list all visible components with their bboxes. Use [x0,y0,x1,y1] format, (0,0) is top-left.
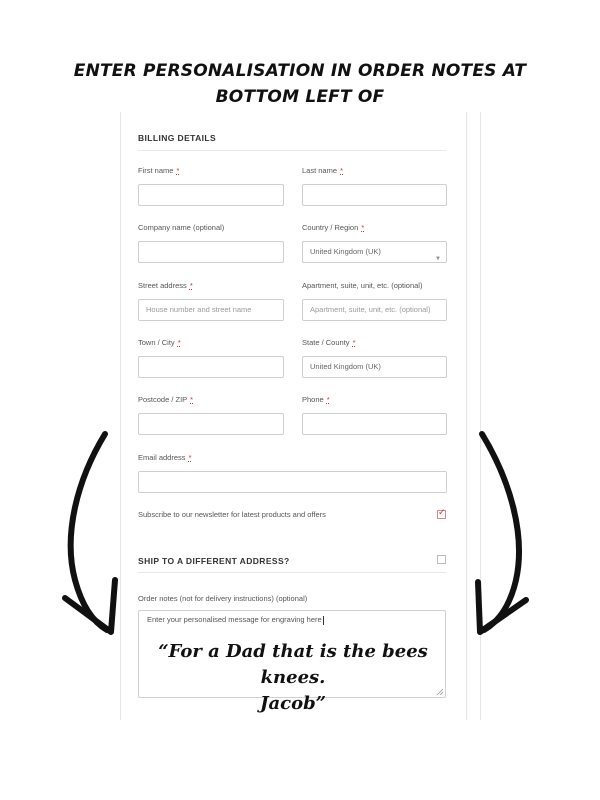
apartment-input[interactable]: Apartment, suite, unit, etc. (optional) [302,299,447,321]
required-mark: * [361,223,365,232]
required-mark: * [189,281,193,290]
last-name-label: Last name * [302,166,344,175]
first-name-label: First name * [138,166,180,175]
phone-label: Phone * [302,395,330,404]
resize-handle-icon[interactable] [436,688,443,695]
newsletter-label: Subscribe to our newsletter for latest products and offers [138,510,326,519]
curved-arrow-down-right-icon [55,430,130,640]
town-city-label: Town / City * [138,338,181,347]
company-name-label: Company name (optional) [138,223,225,232]
required-mark: * [188,453,192,462]
text-cursor [323,616,324,625]
required-mark: * [177,338,181,347]
caret-down-icon: ▼ [435,256,441,262]
billing-divider [138,150,446,151]
order-notes-label: Order notes (not for delivery instructions) (optional) [138,594,308,603]
email-label: Email address * [138,453,192,462]
country-label: Country / Region * [302,223,365,232]
required-mark: * [326,395,330,404]
postcode-label: Postcode / ZIP * [138,395,194,404]
billing-details-title: BILLING DETAILS [138,133,217,143]
state-county-input[interactable]: United Kingdom (UK) [302,356,447,378]
street-address-label: Street address * [138,281,193,290]
example-message-line-2: Jacob” [259,693,327,714]
apartment-label: Apartment, suite, unit, etc. (optional) [302,281,423,290]
headline-line-1: ENTER PERSONALISATION IN ORDER NOTES AT BOTTOM LEFT OF [73,61,527,107]
last-name-input[interactable] [302,184,447,206]
town-city-input[interactable] [138,356,284,378]
postcode-input[interactable] [138,413,284,435]
order-notes-value: Enter your personalised message for engraving here [147,615,322,624]
country-select[interactable] [302,241,447,263]
required-mark: * [190,395,194,404]
newsletter-checkbox[interactable] [437,507,446,519]
street-address-input[interactable]: House number and street name [138,299,284,321]
phone-input[interactable] [302,413,447,435]
order-notes-textarea[interactable] [138,610,446,714]
example-message [145,639,441,717]
ship-different-address-title: SHIP TO A DIFFERENT ADDRESS? [138,556,290,566]
example-message-line-1: “For a Dad that is the bees knees. [158,641,428,688]
check-icon: ✓ [438,507,446,517]
state-county-label: State / County * [302,338,356,347]
required-mark: * [340,166,344,175]
first-name-input[interactable] [138,184,284,206]
company-name-input[interactable] [138,241,284,263]
curved-arrow-down-left-icon [468,430,543,640]
ship-different-address-checkbox[interactable] [437,555,446,564]
required-mark: * [352,338,356,347]
required-mark: * [176,166,180,175]
country-select-value: United Kingdom (UK) [310,247,381,256]
email-input[interactable] [138,471,447,493]
shipping-divider [138,572,446,573]
